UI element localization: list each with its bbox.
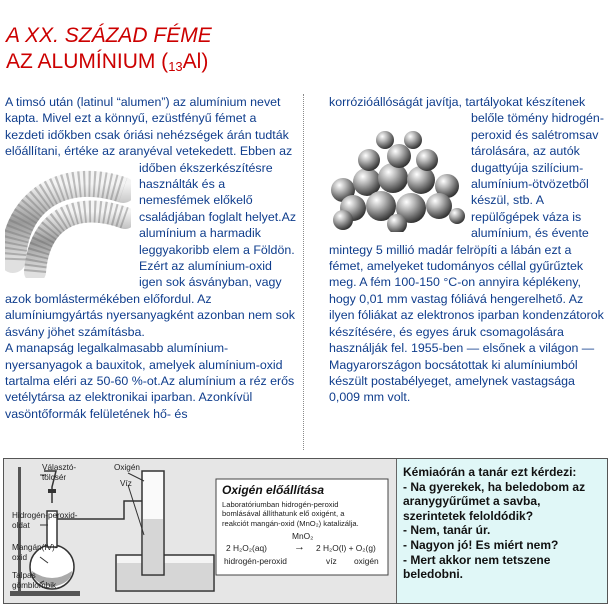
- aluminium-duct-image: [5, 160, 131, 278]
- equation-arrow: →: [294, 541, 305, 553]
- dialog-line: - Nem, tanár úr.: [403, 523, 491, 538]
- left-paragraph-2: A manapság legalkalmasabb alumínium-nyersanyagok a bauxitok, amelyek alumínium-oxid tartalma eléri az 50-60 %-ot.Az alumínium a réz erős vetélytársa az elektronikai iparban. Azonkívül vasöntőformák felületének hő- és: [5, 341, 295, 421]
- diagram-description: [222, 500, 359, 528]
- right-column: [329, 94, 607, 406]
- water-label: Víz: [120, 479, 132, 488]
- description-line: Laboratóriumban hidrogén-peroxid: [222, 500, 339, 509]
- dialog-line: - Na gyerekek, ha beledobom az aranygyűrűmet a savba, szerintetek feloldódik?: [403, 479, 586, 523]
- oxygen-label: Oxigén: [114, 463, 140, 472]
- right-text-start: korrózióállóságát javítja, tartályokat készítenek: [329, 95, 586, 109]
- joke-dialog: [397, 459, 607, 603]
- peroxide-label: Hidrogén-peroxid- oldat: [12, 511, 78, 530]
- page-subtitle: [6, 50, 208, 74]
- intro-text: A timsó után (latinul “alumen”) az alumínium nevet kapta. Mivel ezt a könnyű, ezüstfényű fémet a kezdeti időkben csak óriási nehézségek árán tudták előállítani, értéke az aranyéval vetekedett. Ebben az időben: [5, 95, 293, 175]
- mno-label: Mangán(IV)- oxid: [12, 543, 58, 562]
- intro-text-rest: ékszerkészítésre használták és a nemesfémek előkelő családjában foglalt helyet.Az alumínium a harmadik leggyakoribb elem a Földön. Ezért az alumínium-oxid igen sok ásványban, vagy azok bomlástermékében előfordul. Az alumíniumgyártás nyersanyagként azonban nem sok ásvány jöhet számításba.: [5, 160, 297, 339]
- catalyst-label: MnO₂: [292, 531, 314, 541]
- right-paragraph-1: [329, 94, 607, 406]
- aluminium-spheres-image: [329, 120, 465, 232]
- oxygen-name: oxigén: [354, 556, 379, 566]
- page-title: A XX. SZÁZAD FÉME: [6, 24, 212, 47]
- diagram-title: Oxigén előállítása: [222, 483, 325, 497]
- right-text-rest: belőle tömény hidrogén-peroxid és salétromsav tárolására, az autók dugattyúja szilícium-alumínium-ötvözetből készül, stb. A repülőgépek váza is alumínium, és évente mintegy 5 millió madár felröpíti a lábán ezt a fémet, amelyeket tudományos céllal gyűrűztek meg. A fém 100-150 °C-on annyira képlékeny, hogy 0,01 mm vastag fóliává hengerelhető. Az ilyen fóliákat az elektronos iparban kondenzátorok készítésére, és egyes áruk csomagolására használják fel. 1955-ben — elsőnek a világon — Magyarországon bocsátottak ki alumíniumból készült postabélyeget, amelynek vastagsága 0,009 mm volt.: [329, 111, 604, 405]
- sphere: [333, 210, 353, 230]
- sphere: [426, 193, 452, 219]
- equation-right: 2 H₂O(l) + O₂(g): [316, 543, 376, 553]
- sphere: [416, 149, 438, 171]
- subtitle-suffix: Al): [182, 50, 209, 73]
- funnel-label: Választó- tölcsér: [42, 463, 77, 482]
- water-name: víz: [326, 556, 337, 566]
- atomic-number: 13: [168, 59, 183, 74]
- left-column: [5, 94, 304, 450]
- sphere: [449, 208, 465, 224]
- stand-label: Talpas gömblombik: [12, 571, 57, 590]
- equation-left: 2 H₂O₂(aq): [226, 543, 267, 553]
- sphere: [376, 131, 394, 149]
- sphere: [404, 131, 422, 149]
- subtitle-prefix: AZ ALUMÍNIUM (: [6, 50, 169, 73]
- sphere: [358, 149, 380, 171]
- sphere: [387, 144, 411, 168]
- peroxide-name: hidrogén-peroxid: [224, 556, 287, 566]
- dialog-line: Kémiaórán a tanár ezt kérdezi:: [403, 465, 577, 479]
- bottom-panel: [3, 458, 608, 604]
- dialog-line: - Mert akkor nem tetszene beledobni.: [403, 552, 551, 582]
- oxygen-apparatus-diagram: [4, 459, 397, 603]
- description-line: reakciót mangán-oxid (MnO₂) katalizálja.: [222, 518, 359, 528]
- dialog-line: - Nagyon jó! Es miért nem?: [403, 537, 559, 552]
- left-paragraph-1: [5, 94, 297, 340]
- description-line: bomlásával állíthatunk elő oxigént, a: [222, 509, 345, 519]
- sphere: [378, 163, 408, 193]
